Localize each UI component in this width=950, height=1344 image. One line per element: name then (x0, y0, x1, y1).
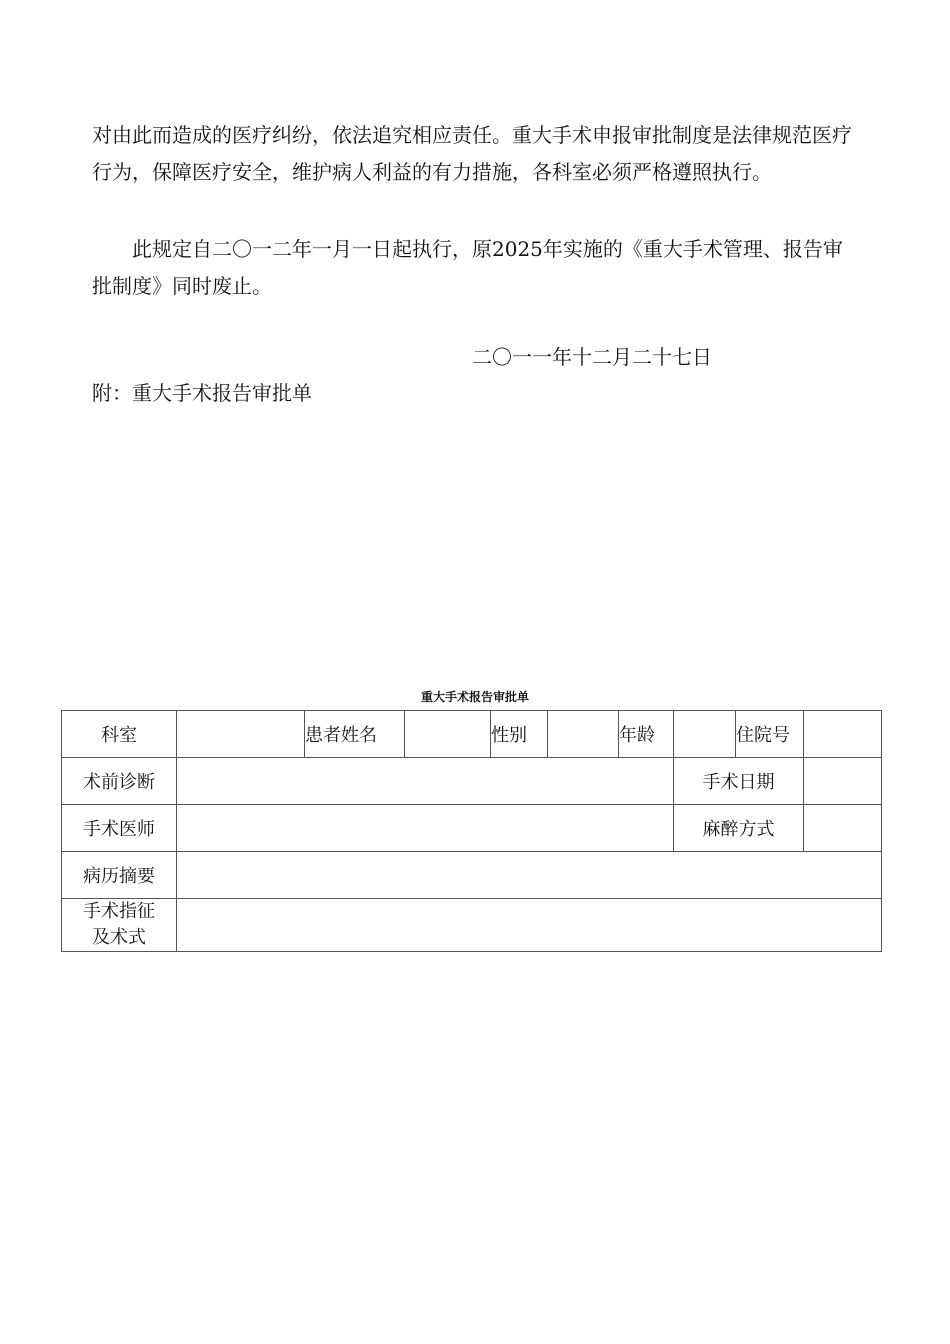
approval-form-table (61, 710, 882, 952)
label-age: 年龄 (619, 711, 674, 758)
field-history-summary[interactable] (177, 852, 882, 899)
signature-date: 二〇一一年十二月二十七日 (472, 345, 712, 369)
form-row-history (62, 852, 882, 899)
field-department[interactable] (177, 711, 305, 758)
form-row-surgeon (62, 805, 882, 852)
form-title: 重大手术报告审批单 (420, 690, 529, 704)
label-preop-diagnosis: 术前诊断 (62, 758, 177, 805)
label-history-summary: 病历摘要 (62, 852, 177, 899)
field-surgeon[interactable] (177, 805, 674, 852)
body-paragraph-1: 对由此而造成的医疗纠纷，依法追究相应责任。重大手术申报审批制度是法律规范医疗行为，保障医疗安全，维护病人利益的有力措施，各科室必须严格遵照执行。 (92, 123, 852, 184)
attachment-note: 附：重大手术报告审批单 (92, 381, 312, 405)
form-row-basic-info (62, 711, 882, 758)
label-patient-name: 患者姓名 (305, 711, 405, 758)
label-admission-no: 住院号 (736, 711, 804, 758)
label-surgery-date: 手术日期 (674, 758, 804, 805)
label-indication-line1: 手术指征 (83, 901, 155, 922)
field-patient-name[interactable] (405, 711, 491, 758)
label-anesthesia: 麻醉方式 (674, 805, 804, 852)
label-indication-line2: 及术式 (92, 927, 146, 948)
label-indication (62, 899, 177, 952)
field-gender[interactable] (548, 711, 619, 758)
field-indication[interactable] (177, 899, 882, 952)
body-paragraph-2: 此规定自二〇一二年一月一日起执行，原2025年实施的《重大手术管理、报告审批制度》同时废止。 (92, 237, 843, 298)
label-surgeon: 手术医师 (62, 805, 177, 852)
form-row-diagnosis (62, 758, 882, 805)
field-age[interactable] (674, 711, 736, 758)
field-admission-no[interactable] (804, 711, 882, 758)
field-preop-diagnosis[interactable] (177, 758, 674, 805)
form-row-indication (62, 899, 882, 952)
label-gender: 性别 (491, 711, 548, 758)
field-anesthesia[interactable] (804, 805, 882, 852)
label-department: 科室 (62, 711, 177, 758)
field-surgery-date[interactable] (804, 758, 882, 805)
